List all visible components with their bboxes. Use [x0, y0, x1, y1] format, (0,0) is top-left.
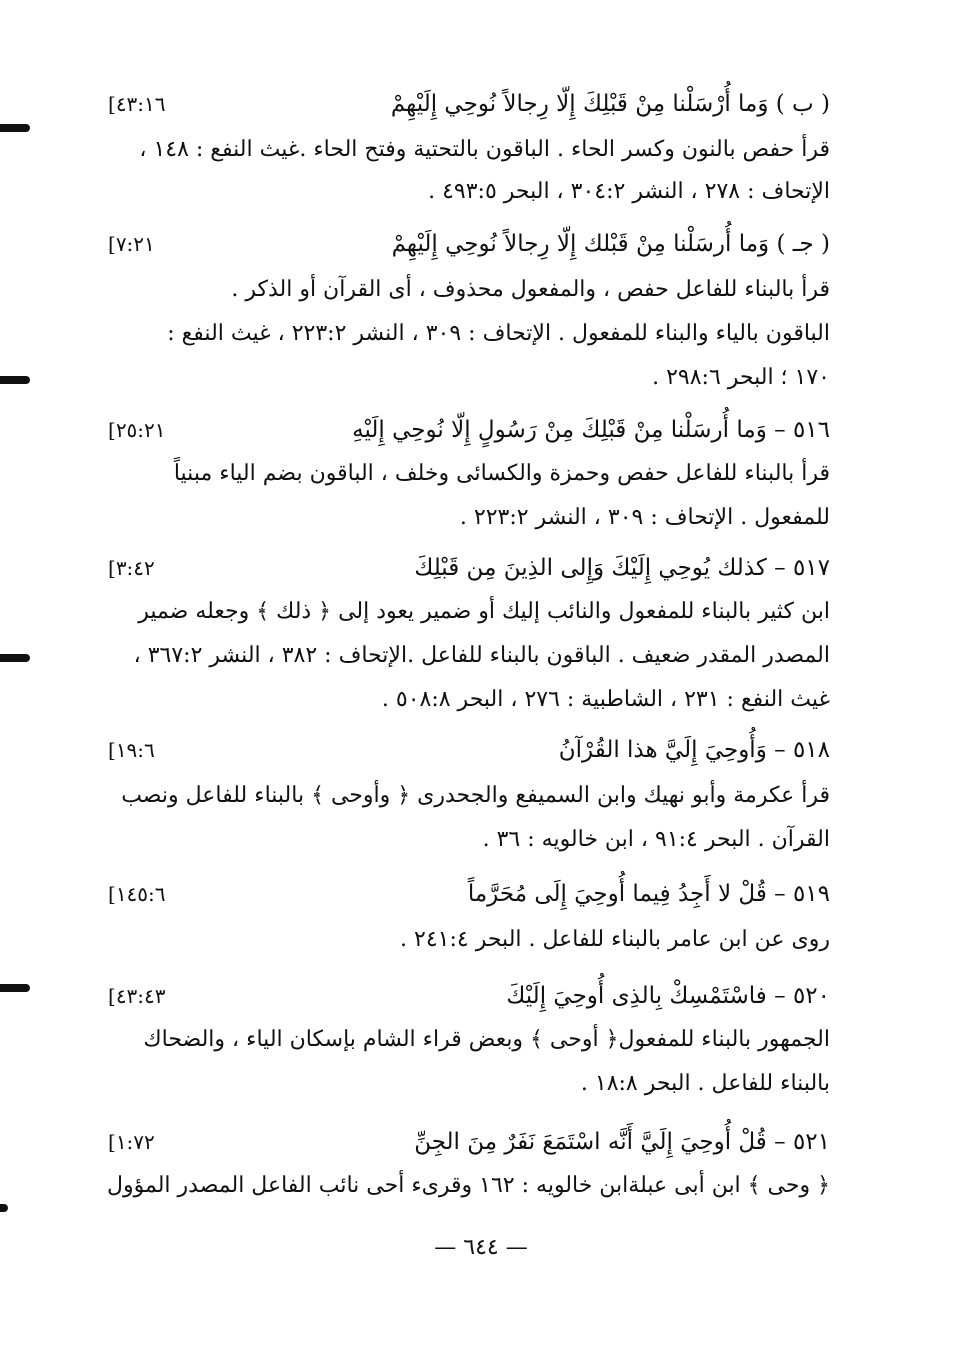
entry-heading: ٥١٨ – وَأُوحِيَ إِلَيَّ هذا القُرْآنُ — [558, 737, 830, 763]
entry-body-line: قرأ بالبناء للفاعل حفص وحمزة والكسائى وخلف ، الباقون بضم الياء مبنياً — [173, 461, 830, 486]
entry-body-line: قرأ بالبناء للفاعل حفص ، والمفعول محذوف ، أى القرآن أو الذكر . — [231, 277, 830, 302]
entry-heading: ٥٢٠ – فاسْتَمْسِكْ بِالذِى أُوحِيَ إِلَيْكَ — [506, 983, 830, 1009]
entry-body-line: الجمهور بالبناء للمفعول﴿ أوحى ﴾ وبعض قراء الشام بإسكان الياء ، والضحاك — [143, 1027, 830, 1052]
margin-mark — [0, 1204, 8, 1212]
entry-body-line: غيث النفع : ٢٣١ ، الشاطبية : ٢٧٦ ، البحر ٥٠٨:٨ . — [381, 687, 830, 712]
entry-body-line: روى عن ابن عامر بالبناء للفاعل . البحر ٢٤١:٤ . — [400, 927, 830, 952]
verse-reference: [٢٥:٢١ — [108, 418, 166, 442]
entry-heading: ( جـ ) وَما أُرسَلْنا مِنْ قَبْلك إِلّا رِجالاً نُوحِي إِلَيْهِمْ — [391, 231, 830, 257]
entry-body-line: الإتحاف : ٢٧٨ ، النشر ٣٠٤:٢ ، البحر ٤٩٣:٥ . — [428, 179, 830, 204]
entry-body-line: قرأ حفص بالنون وكسر الحاء . الباقون بالتحتية وفتح الحاء .غيث النفع : ١٤٨ ، — [139, 137, 830, 162]
page-number: — ٦٤٤ — — [434, 1235, 528, 1260]
verse-reference: [١٩:٦ — [108, 738, 155, 762]
margin-mark — [0, 984, 30, 992]
entry-body-line: القرآن . البحر ٩١:٤ ، ابن خالويه : ٣٦ . — [482, 827, 830, 852]
margin-mark — [0, 654, 30, 662]
entry-body-line: ﴿ وحى ﴾ ابن أبى عبلةابن خالويه : ١٦٢ وقرىء أحى نائب الفاعل المصدر المؤول — [107, 1173, 830, 1198]
margin-mark — [0, 376, 30, 384]
entry-body-line: الباقون بالياء والبناء للمفعول . الإتحاف : ٣٠٩ ، النشر ٢٢٣:٢ ، غيث النفع : — [167, 321, 830, 346]
entry-heading: ٥٢١ – قُلْ أُوحِيَ إِلَيَّ أَنَّه اسْتَمَعَ نَفَرٌ مِنَ الجِنِّ — [414, 1129, 830, 1155]
verse-reference: [٣:٤٢ — [108, 556, 155, 580]
verse-reference: [٧:٢١ — [108, 232, 155, 256]
verse-reference: [١٤٥:٦ — [108, 882, 166, 906]
verse-reference: [٤٣:١٦ — [108, 92, 166, 116]
entry-body-line: ابن كثير بالبناء للمفعول والنائب إليك أو ضمير يعود إلى ﴿ ذلك ﴾ وجعله ضمير — [138, 599, 830, 624]
verse-reference: [٤٣:٤٣ — [108, 984, 166, 1008]
entry-body-line: بالبناء للفاعل . البحر ١٨:٨ . — [580, 1071, 830, 1096]
entry-heading: ٥١٩ – قُلْ لا أَجِدُ فِيما أُوحِيَ إِلَى مُحَرَّماً — [467, 881, 830, 907]
entry-body-line: المصدر المقدر ضعيف . الباقون بالبناء للفاعل .الإتحاف : ٣٨٢ ، النشر ٣٦٧:٢ ، — [133, 643, 830, 668]
entry-body-line: ١٧٠ ؛ البحر ٢٩٨:٦ . — [652, 365, 830, 390]
entry-body-line: قرأ عكرمة وأبو نهيك وابن السميفع والجحدرى ﴿ وأوحى ﴾ بالبناء للفاعل ونصب — [121, 783, 830, 808]
entry-heading: ٥١٧ – كذلك يُوحِي إِلَيْكَ وَإِلى الذِينَ مِن قَبْلِكَ — [414, 555, 830, 581]
entry-body-line: للمفعول . الإتحاف : ٣٠٩ ، النشر ٢٢٣:٢ . — [459, 505, 830, 530]
verse-reference: [١:٧٢ — [108, 1130, 155, 1154]
margin-mark — [0, 124, 30, 132]
entry-heading: ٥١٦ – وَما أُرسَلْنا مِنْ قَبْلِكَ مِنْ رَسُولٍ إِلّا نُوحِي إِلَيْهِ — [352, 417, 830, 443]
entry-heading: ( ب ) وَما أُرْسَلْنا مِنْ قَبْلِكَ إِلّا رِجالاً نُوحِي إِلَيْهِمْ — [390, 91, 830, 117]
